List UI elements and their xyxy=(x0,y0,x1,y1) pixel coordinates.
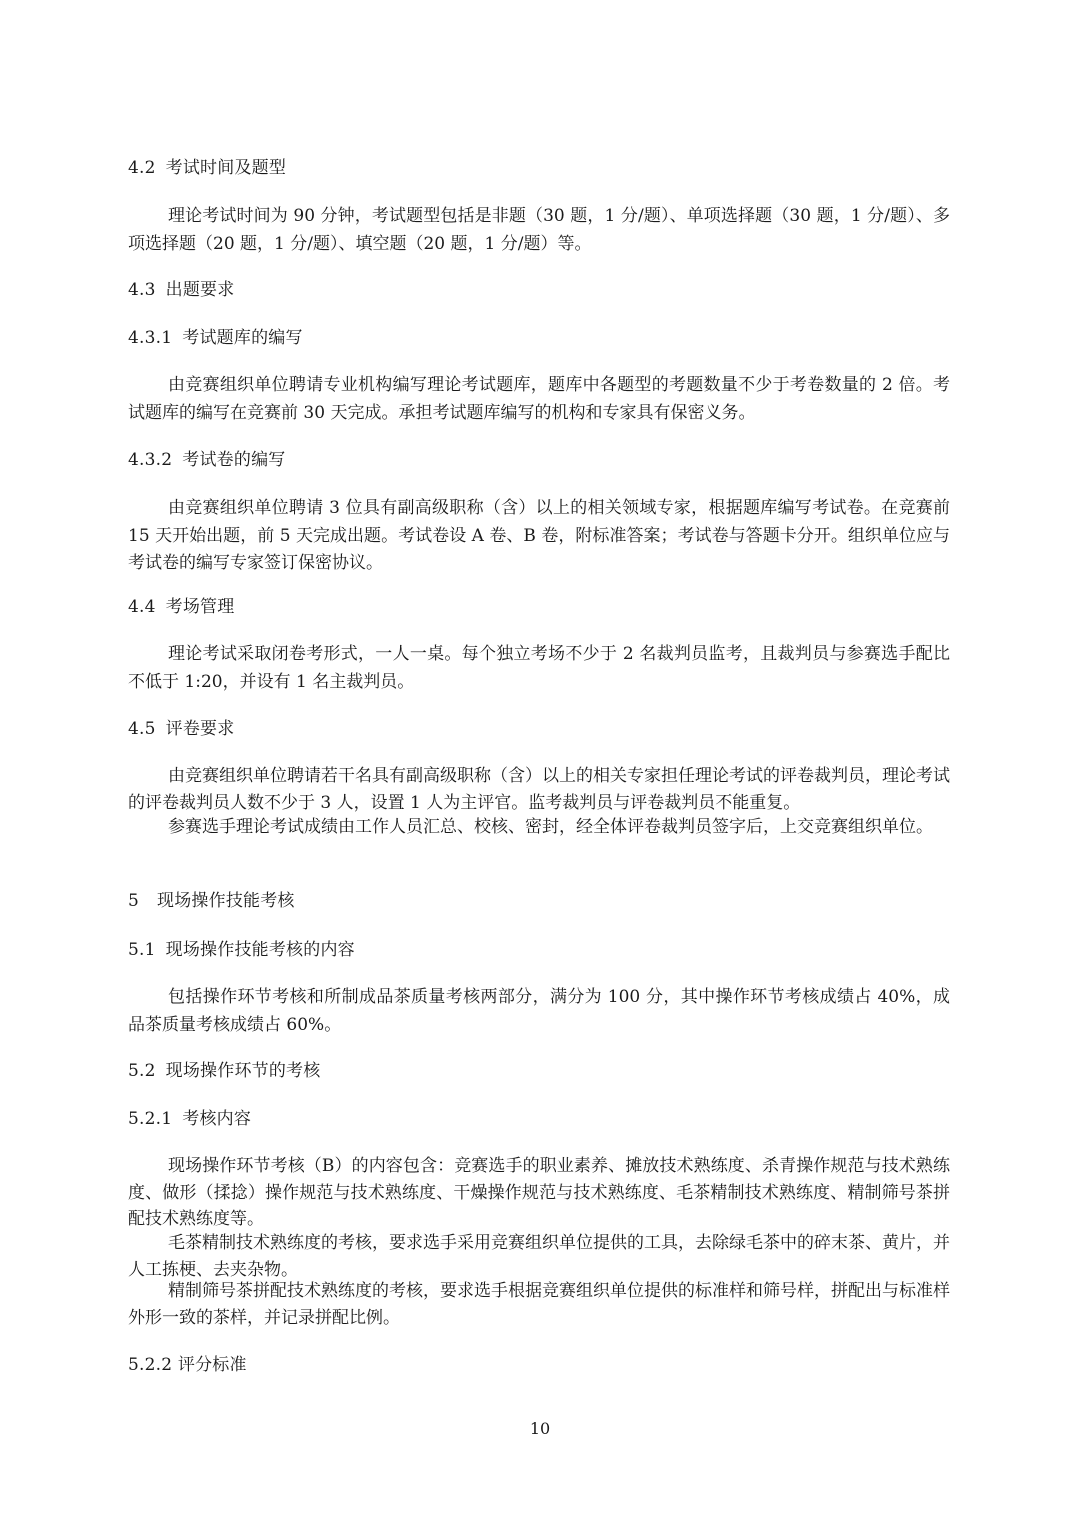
page-number: 10 xyxy=(529,1419,551,1438)
heading-5: 5 现场操作技能考核 xyxy=(128,891,295,911)
paragraph-5-2-1-b: 毛茶精制技术熟练度的考核，要求选手采用竞赛组织单位提供的工具，去除绿毛茶中的碎末茶、黄片，并人工拣梗、去夹杂物。 xyxy=(128,1233,950,1280)
paragraph-4-3-1: 由竞赛组织单位聘请专业机构编写理论考试题库，题库中各题型的考题数量不少于考卷数量的 2 倍。考试题库的编写在竞赛前 30 天完成。承担考试题库编写的机构和专家具有保密义务。 xyxy=(128,375,950,423)
paragraph-4-5-a: 由竞赛组织单位聘请若干名具有副高级职称（含）以上的相关专家担任理论考试的评卷裁判员，理论考试的评卷裁判员人数不少于 3 人，设置 1 人为主评官。监考裁判员与评卷裁判员不能重复。 xyxy=(128,766,950,813)
heading-5-2-2: 5.2.2 评分标准 xyxy=(128,1355,247,1375)
paragraph-5-2-1-c: 精制筛号茶拼配技术熟练度的考核，要求选手根据竞赛组织单位提供的标准样和筛号样，拼配出与标准样外形一致的茶样，并记录拼配比例。 xyxy=(128,1281,950,1328)
paragraph-5-1: 包括操作环节考核和所制成品茶质量考核两部分，满分为 100 分，其中操作环节考核成绩占 40%，成品茶质量考核成绩占 60%。 xyxy=(128,987,950,1035)
heading-5-2: 5.2 现场操作环节的考核 xyxy=(128,1061,321,1081)
paragraph-5-2-1-a: 现场操作环节考核（B）的内容包含：竞赛选手的职业素养、摊放技术熟练度、杀青操作规范与技术熟练度、做形（揉捻）操作规范与技术熟练度、干燥操作规范与技术熟练度、毛茶精制技术熟练度、精制筛号茶拼配技术熟练度等。 xyxy=(128,1156,950,1229)
paragraph-4-5-b: 参赛选手理论考试成绩由工作人员汇总、校核、密封，经全体评卷裁判员签字后，上交竞赛组织单位。 xyxy=(168,817,933,837)
heading-4-3: 4.3 出题要求 xyxy=(128,280,235,300)
heading-4-5: 4.5 评卷要求 xyxy=(128,719,235,739)
heading-4-2: 4.2 考试时间及题型 xyxy=(128,158,287,178)
heading-4-3-2: 4.3.2 考试卷的编写 xyxy=(128,450,286,470)
paragraph-4-3-2: 由竞赛组织单位聘请 3 位具有副高级职称（含）以上的相关领域专家，根据题库编写考试卷。在竞赛前 15 天开始出题，前 5 天完成出题。考试卷设 A 卷、B 卷，附标准答案；考试卷与答题卡分开。组织单位应与考试卷的编写专家签订保密协议。 xyxy=(128,498,950,573)
heading-5-1: 5.1 现场操作技能考核的内容 xyxy=(128,940,355,960)
heading-4-4: 4.4 考场管理 xyxy=(128,597,235,617)
paragraph-4-2: 理论考试时间为 90 分钟，考试题型包括是非题（30 题，1 分/题）、单项选择题（30 题，1 分/题）、多项选择题（20 题，1 分/题）、填空题（20 题，1 分/题）等。 xyxy=(128,206,950,254)
paragraph-4-4: 理论考试采取闭卷考形式，一人一桌。每个独立考场不少于 2 名裁判员监考，且裁判员与参赛选手配比不低于 1:20，并设有 1 名主裁判员。 xyxy=(128,644,950,692)
heading-5-2-1: 5.2.1 考核内容 xyxy=(128,1109,252,1129)
heading-4-3-1: 4.3.1 考试题库的编写 xyxy=(128,328,303,348)
